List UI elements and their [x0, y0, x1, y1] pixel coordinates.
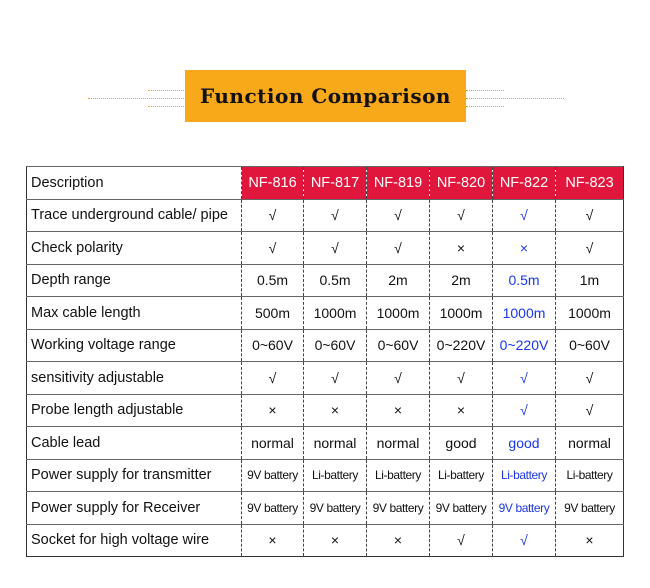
table-row	[27, 362, 624, 395]
table-row	[27, 459, 624, 492]
feature-value: √	[304, 232, 367, 265]
feature-value: 2m	[430, 264, 493, 297]
feature-value: Li-battery	[556, 459, 624, 492]
feature-value: normal	[242, 427, 304, 460]
feature-value: 0~60V	[242, 329, 304, 362]
feature-value: 9V battery	[556, 492, 624, 525]
feature-value: ×	[367, 394, 430, 427]
feature-value: Li-battery	[493, 459, 556, 492]
decorative-dotted-line	[466, 90, 504, 91]
feature-value: 9V battery	[493, 492, 556, 525]
feature-value: ×	[304, 524, 367, 557]
feature-value: ×	[242, 394, 304, 427]
feature-value: ×	[304, 394, 367, 427]
feature-value: 0~60V	[556, 329, 624, 362]
column-header-model: NF-816	[242, 167, 304, 200]
comparison-table	[26, 166, 624, 557]
feature-value: 1000m	[304, 297, 367, 330]
feature-label: Check polarity	[27, 232, 242, 265]
feature-label: Depth range	[27, 264, 242, 297]
feature-value: √	[556, 199, 624, 232]
table-row	[27, 329, 624, 362]
feature-value: 0.5m	[242, 264, 304, 297]
feature-label: Socket for high voltage wire	[27, 524, 242, 557]
table-row	[27, 297, 624, 330]
feature-value: 1m	[556, 264, 624, 297]
feature-value: √	[493, 362, 556, 395]
feature-value: 0.5m	[493, 264, 556, 297]
table-row	[27, 524, 624, 557]
feature-value: 0~220V	[430, 329, 493, 362]
feature-value: 9V battery	[430, 492, 493, 525]
feature-value: good	[493, 427, 556, 460]
table-header-row	[27, 167, 624, 200]
title-banner	[185, 70, 466, 122]
feature-value: Li-battery	[367, 459, 430, 492]
feature-value: normal	[367, 427, 430, 460]
table-row	[27, 427, 624, 460]
decorative-dotted-line	[148, 106, 186, 107]
title-banner-area	[0, 70, 650, 122]
feature-value: √	[430, 524, 493, 557]
feature-value: 0.5m	[304, 264, 367, 297]
feature-value: 1000m	[430, 297, 493, 330]
table-row	[27, 492, 624, 525]
table-row	[27, 394, 624, 427]
column-header-model: NF-823	[556, 167, 624, 200]
decorative-dotted-line	[88, 98, 186, 99]
feature-value: √	[430, 362, 493, 395]
table-row	[27, 264, 624, 297]
feature-value: good	[430, 427, 493, 460]
feature-value: Li-battery	[430, 459, 493, 492]
feature-value: 1000m	[367, 297, 430, 330]
feature-value: ×	[430, 394, 493, 427]
feature-label: sensitivity adjustable	[27, 362, 242, 395]
feature-value: ×	[367, 524, 430, 557]
feature-value: √	[556, 232, 624, 265]
column-header-model: NF-817	[304, 167, 367, 200]
feature-value: √	[242, 199, 304, 232]
feature-value: 0~220V	[493, 329, 556, 362]
feature-value: √	[493, 524, 556, 557]
feature-value: √	[367, 362, 430, 395]
feature-label: Trace underground cable/ pipe	[27, 199, 242, 232]
feature-value: 9V battery	[367, 492, 430, 525]
feature-label: Working voltage range	[27, 329, 242, 362]
column-header-model: NF-819	[367, 167, 430, 200]
feature-value: 9V battery	[242, 459, 304, 492]
feature-label: Power supply for transmitter	[27, 459, 242, 492]
feature-value: 0~60V	[304, 329, 367, 362]
feature-value: 1000m	[556, 297, 624, 330]
column-header-model: NF-822	[493, 167, 556, 200]
table-row	[27, 232, 624, 265]
decorative-dotted-line	[148, 90, 186, 91]
feature-value: √	[556, 394, 624, 427]
feature-value: √	[304, 199, 367, 232]
feature-value: normal	[556, 427, 624, 460]
decorative-dotted-line	[466, 106, 504, 107]
decorative-dotted-line	[466, 98, 564, 99]
feature-value: ×	[493, 232, 556, 265]
column-header-description: Description	[27, 167, 242, 200]
column-header-model: NF-820	[430, 167, 493, 200]
feature-value: √	[556, 362, 624, 395]
feature-value: normal	[304, 427, 367, 460]
feature-value: ×	[556, 524, 624, 557]
feature-value: ×	[242, 524, 304, 557]
feature-value: 9V battery	[242, 492, 304, 525]
feature-value: ×	[430, 232, 493, 265]
feature-value: √	[304, 362, 367, 395]
feature-value: √	[430, 199, 493, 232]
feature-value: 0~60V	[367, 329, 430, 362]
page-title: Function Comparison	[200, 84, 451, 108]
feature-value: √	[493, 199, 556, 232]
feature-value: √	[367, 199, 430, 232]
feature-value: Li-battery	[304, 459, 367, 492]
feature-value: 1000m	[493, 297, 556, 330]
feature-value: √	[493, 394, 556, 427]
feature-value: 9V battery	[304, 492, 367, 525]
feature-label: Power supply for Receiver	[27, 492, 242, 525]
feature-value: √	[367, 232, 430, 265]
feature-label: Probe length adjustable	[27, 394, 242, 427]
feature-label: Cable lead	[27, 427, 242, 460]
feature-value: √	[242, 362, 304, 395]
feature-label: Max cable length	[27, 297, 242, 330]
feature-value: 500m	[242, 297, 304, 330]
table-row	[27, 199, 624, 232]
feature-value: 2m	[367, 264, 430, 297]
feature-value: √	[242, 232, 304, 265]
